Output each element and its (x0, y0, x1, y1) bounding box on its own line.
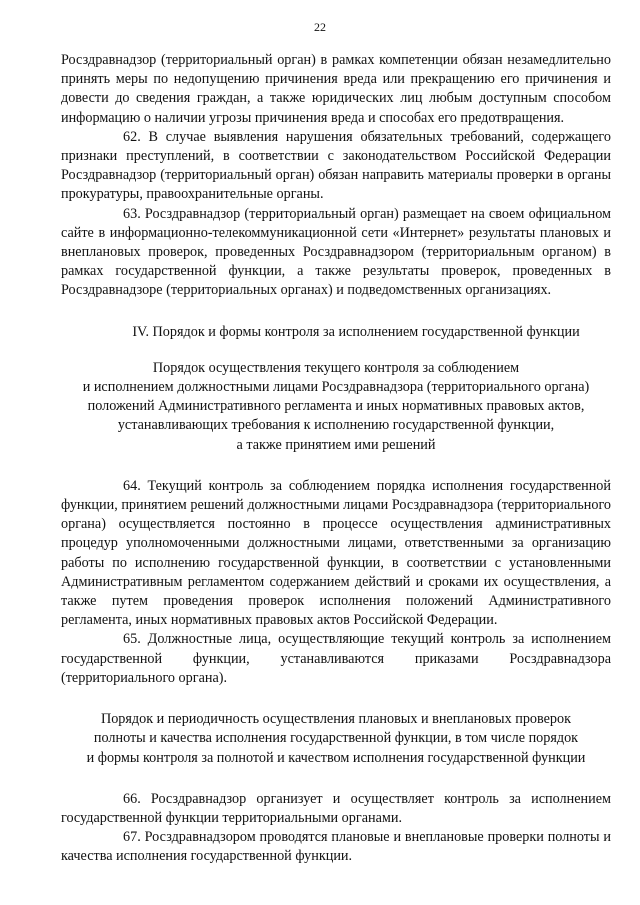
paragraph-61-continuation: Росздравнадзор (территориальный орган) в рамках компетенции обязан незамедлительно принять меры по недопущению причинения вреда или прекращению его причинения и довести до сведения граждан, а также юридических лиц любым доступным способом информацию о наличии угрозы причинения вреда и способах его предотвращения. (61, 52, 611, 126)
paragraph-63: 63. Росздравнадзор (территориальный орган) размещает на своем официальном сайте в информационно-телекоммуникационной сети «Интернет» результаты плановых и внеплановых проверок, проведенных Росздравнадзором (территориальным органом) в рамках государственной функции, а также результаты проверок, проведенных в Росздравнадзоре (территориальных органах) и подведомственных организациях. (61, 205, 611, 299)
paragraph-66: 66. Росздравнадзор организует и осуществляет контроль за исполнением государственной функции территориальными органами. (61, 790, 611, 826)
paragraph-67: 67. Росздравнадзором проводятся плановые и внеплановые проверки полноты и качества исполнения государственной функции. (61, 829, 611, 865)
subheading-current-control: Порядок осуществления текущего контроля за соблюдением и исполнением должностными лицами Росздравнадзора (территориального органа) положений Административного регламента и иных нормативных правовых актов, устанавливающих требования к исполнению государственной функции, а также принятием ими решений (82, 359, 590, 453)
subheading-inspections: Порядок и периодичность осуществления плановых и внеплановых проверок полноты и качества исполнения государственной функции, в том числе порядок и формы контроля за полнотой и качеством исполнения государственной функции (86, 711, 586, 766)
section-title: IV. Порядок и формы контроля за исполнением государственной функции (132, 323, 580, 340)
page-number: 22 (314, 20, 326, 34)
page-content (61, 51, 611, 867)
paragraph-64: 64. Текущий контроль за соблюдением порядка исполнения государственной функции, принятием решений должностными лицами Росздравнадзора (территориального органа) осуществляется постоянно в процессе осуществления административных процедур уполномоченными должностными лицами, ответственными за организацию работы по исполнению государственной функции, в соответствии с установленными Административным регламентом содержанием действий и сроками их осуществления, а также путем проведения проверок исполнения положений Административного регламента, иных нормативных правовых актов Российской Федерации. (61, 477, 611, 629)
paragraph-65: 65. Должностные лица, осуществляющие текущий контроль за исполнением государственной функции, устанавливаются приказами Росздравнадзора (территориального органа). (61, 631, 611, 686)
paragraph-62: 62. В случае выявления нарушения обязательных требований, содержащего признаки преступлений, в соответствии с законодательством Российской Федерации Росздравнадзор (территориальный орган) обязан направить материалы проверки в органы прокуратуры, правоохранительные органы. (61, 128, 611, 203)
